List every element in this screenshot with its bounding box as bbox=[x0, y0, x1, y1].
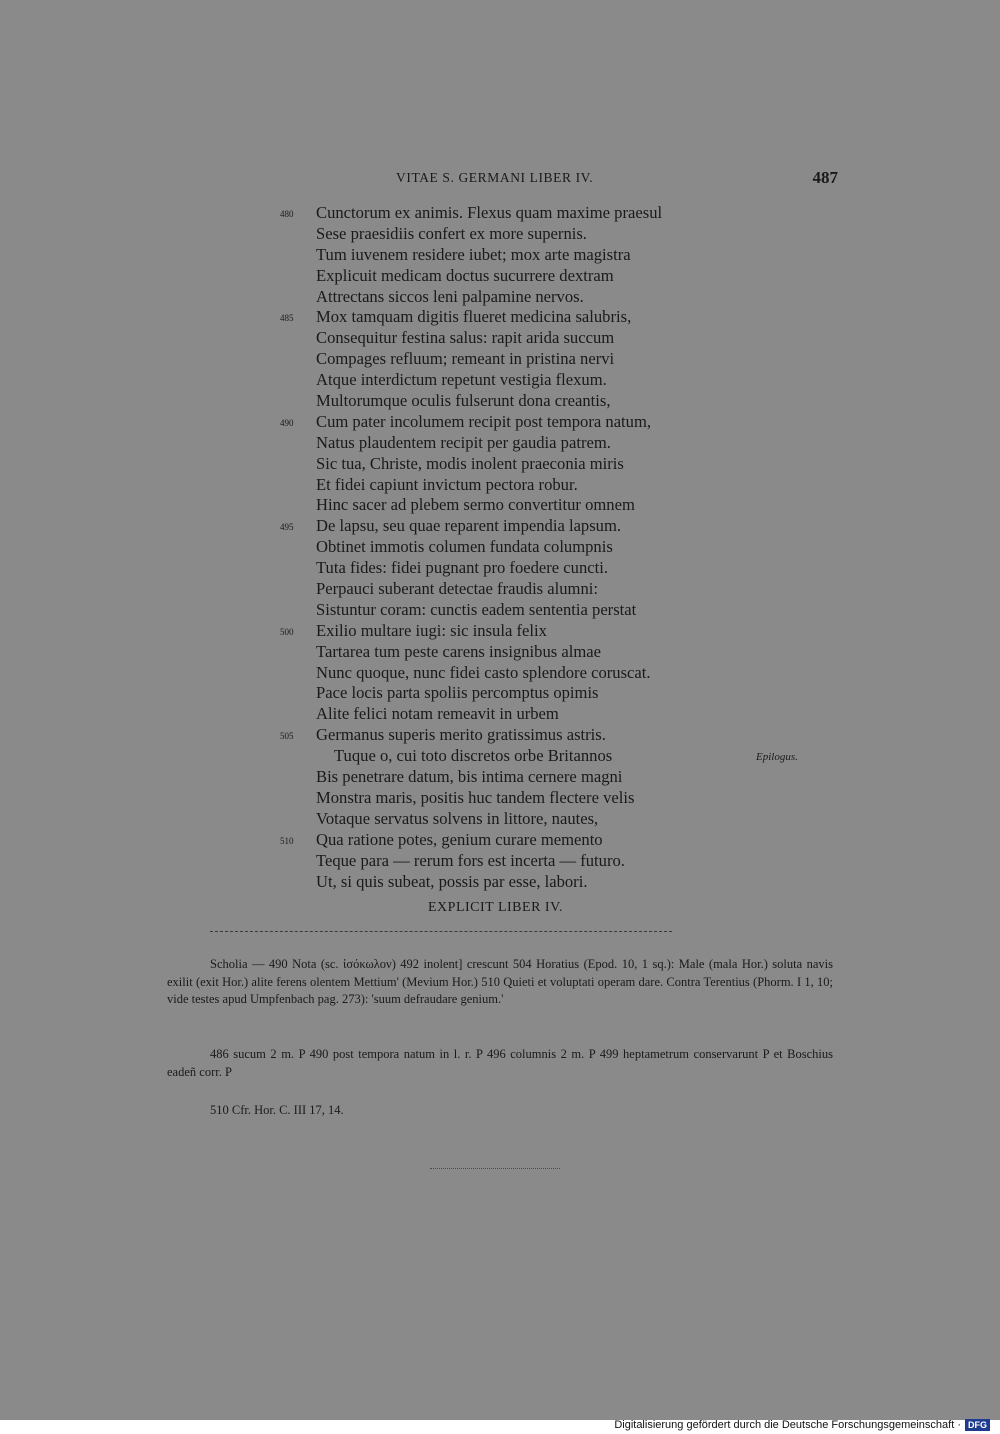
verse-text: Compages refluum; remeant in pristina nervi bbox=[316, 349, 615, 369]
bottom-mark bbox=[430, 1168, 560, 1169]
verse-text: Tum iuvenem residere iubet; mox arte magistra bbox=[316, 244, 631, 264]
verse-text: Pace locis parta spoliis percomptus opimis bbox=[316, 683, 599, 703]
verse-text: Natus plaudentem recipit per gaudia patrem. bbox=[316, 432, 611, 452]
verse-text: Obtinet immotis columen fundata columpnis bbox=[316, 537, 613, 557]
verse-text: Mox tamquam digitis flueret medicina salubris, bbox=[316, 307, 632, 327]
verse-line bbox=[280, 558, 820, 579]
verse-line bbox=[280, 287, 820, 308]
verse-line bbox=[280, 600, 820, 621]
verse-line bbox=[280, 746, 820, 767]
verse-text: Tuque o, cui toto discretos orbe Britannos bbox=[334, 746, 613, 766]
verse-text: Multorumque oculis fulserunt dona creantis, bbox=[316, 391, 611, 411]
verse-text: Teque para — rerum fors est incerta — futuro. bbox=[316, 850, 625, 870]
verse-line bbox=[280, 579, 820, 600]
verse-line bbox=[280, 245, 820, 266]
verse-line bbox=[280, 851, 820, 872]
verse-text: Tuta fides: fidei pugnant pro foedere cuncti. bbox=[316, 558, 609, 578]
verse-line bbox=[280, 663, 820, 684]
testimonia-text: 510 Cfr. Hor. C. III 17, 14. bbox=[210, 1103, 344, 1117]
verse-line bbox=[280, 433, 820, 454]
verse-line bbox=[280, 516, 820, 537]
page-header bbox=[170, 168, 838, 192]
verse-line bbox=[280, 809, 820, 830]
verse-line bbox=[280, 412, 820, 433]
explicit-line: EXPLICIT LIBER IV. bbox=[428, 900, 563, 915]
verse-line bbox=[280, 475, 820, 496]
poem-text bbox=[280, 203, 820, 892]
verse-line bbox=[280, 537, 820, 558]
verse-text: Germanus superis merito gratissimus astris. bbox=[316, 725, 606, 745]
verse-line bbox=[280, 307, 820, 328]
line-number: 485 bbox=[280, 313, 294, 324]
verse-line bbox=[280, 328, 820, 349]
verse-line bbox=[280, 224, 820, 245]
verse-line bbox=[280, 203, 820, 224]
margin-note: Epilogus. bbox=[756, 751, 798, 763]
digitization-footer bbox=[614, 1419, 990, 1431]
verse-text: Hinc sacer ad plebem sermo convertitur omnem bbox=[316, 495, 635, 515]
verse-text: De lapsu, seu quae reparent impendia lapsum. bbox=[316, 516, 622, 536]
apparatus-text: 486 sucum 2 m. P 490 post tempora natum in l. r. P 496 columnis 2 m. P 499 heptametrum conservarunt P et Boschius eadeñ corr. P bbox=[167, 1047, 833, 1079]
scholia-notes bbox=[167, 956, 833, 1009]
line-number: 495 bbox=[280, 522, 294, 533]
verse-line bbox=[280, 872, 820, 893]
verse-text: Et fidei capiunt invictum pectora robur. bbox=[316, 474, 578, 494]
verse-text: Qua ratione potes, genium curare memento bbox=[316, 829, 603, 849]
verse-text: Consequitur festina salus: rapit arida succum bbox=[316, 328, 615, 348]
verse-text: Nunc quoque, nunc fidei casto splendore coruscat. bbox=[316, 662, 651, 682]
verse-line bbox=[280, 830, 820, 851]
line-number: 490 bbox=[280, 417, 294, 428]
verse-line bbox=[280, 621, 820, 642]
verse-text: Sese praesidiis confert ex more supernis. bbox=[316, 223, 587, 243]
line-number: 505 bbox=[280, 731, 294, 742]
verse-text: Cunctorum ex animis. Flexus quam maxime praesul bbox=[316, 203, 663, 222]
dfg-logo-icon: DFG bbox=[965, 1419, 990, 1431]
verse-text: Sic tua, Christe, modis inolent praeconia miris bbox=[316, 453, 624, 473]
verse-text: Monstra maris, positis huc tandem flectere velis bbox=[316, 787, 635, 807]
verse-line bbox=[280, 767, 820, 788]
verse-text: Bis penetrare datum, bis intima cernere magni bbox=[316, 767, 623, 787]
verse-line bbox=[280, 725, 820, 746]
testimonia-notes bbox=[167, 1102, 833, 1120]
verse-line bbox=[280, 495, 820, 516]
line-number: 510 bbox=[280, 835, 294, 846]
verse-text: Cum pater incolumem recipit post tempora natum, bbox=[316, 411, 652, 431]
verse-text: Attrectans siccos leni palpamine nervos. bbox=[316, 286, 584, 306]
separator-rule bbox=[210, 931, 672, 932]
verse-text: Alite felici notam remeavit in urbem bbox=[316, 704, 559, 724]
verse-text: Atque interdictum repetunt vestigia flexum. bbox=[316, 370, 607, 390]
verse-text: Ut, si quis subeat, possis par esse, labori. bbox=[316, 871, 588, 891]
verse-line bbox=[280, 370, 820, 391]
verse-text: Perpauci suberant detectae fraudis alumni: bbox=[316, 579, 598, 599]
verse-text: Votaque servatus solvens in littore, nautes, bbox=[316, 808, 599, 828]
running-head: VITAE S. GERMANI LIBER IV. bbox=[396, 170, 594, 185]
verse-text: Exilio multare iugi: sic insula felix bbox=[316, 620, 547, 640]
verse-line bbox=[280, 391, 820, 412]
verse-line bbox=[280, 704, 820, 725]
verse-text: Explicuit medicam doctus sucurrere dextram bbox=[316, 265, 614, 285]
line-number: 480 bbox=[280, 209, 294, 219]
critical-apparatus bbox=[167, 1046, 833, 1081]
verse-line bbox=[280, 683, 820, 704]
page-number: 487 bbox=[812, 168, 838, 187]
verse-line bbox=[280, 642, 820, 663]
verse-text: Sistuntur coram: cunctis eadem sententia perstat bbox=[316, 599, 637, 619]
verse-line bbox=[280, 788, 820, 809]
verse-text: Tartarea tum peste carens insignibus almae bbox=[316, 641, 601, 661]
footer-text: Digitalisierung gefördert durch die Deutsche Forschungsgemeinschaft · bbox=[614, 1419, 961, 1431]
verse-line bbox=[280, 454, 820, 475]
scholia-text: Scholia — 490 Nota (sc. ἰσόκωλον) 492 inolent] crescunt 504 Horatius (Epod. 10, 1 sq.): Male (mala Hor.) soluta navis exilit (exit Hor.) alite ferens olentem Mettium' (Mevium Hor.) 510 Quieti et voluptati operam dare. Contra Terentius (Phorm. I 1, 10; vide testes apud Umpfenbach pag. 273): 'suum defraudare genium.' bbox=[167, 957, 833, 1006]
verse-line bbox=[280, 349, 820, 370]
verse-line bbox=[280, 266, 820, 287]
line-number: 500 bbox=[280, 626, 294, 637]
